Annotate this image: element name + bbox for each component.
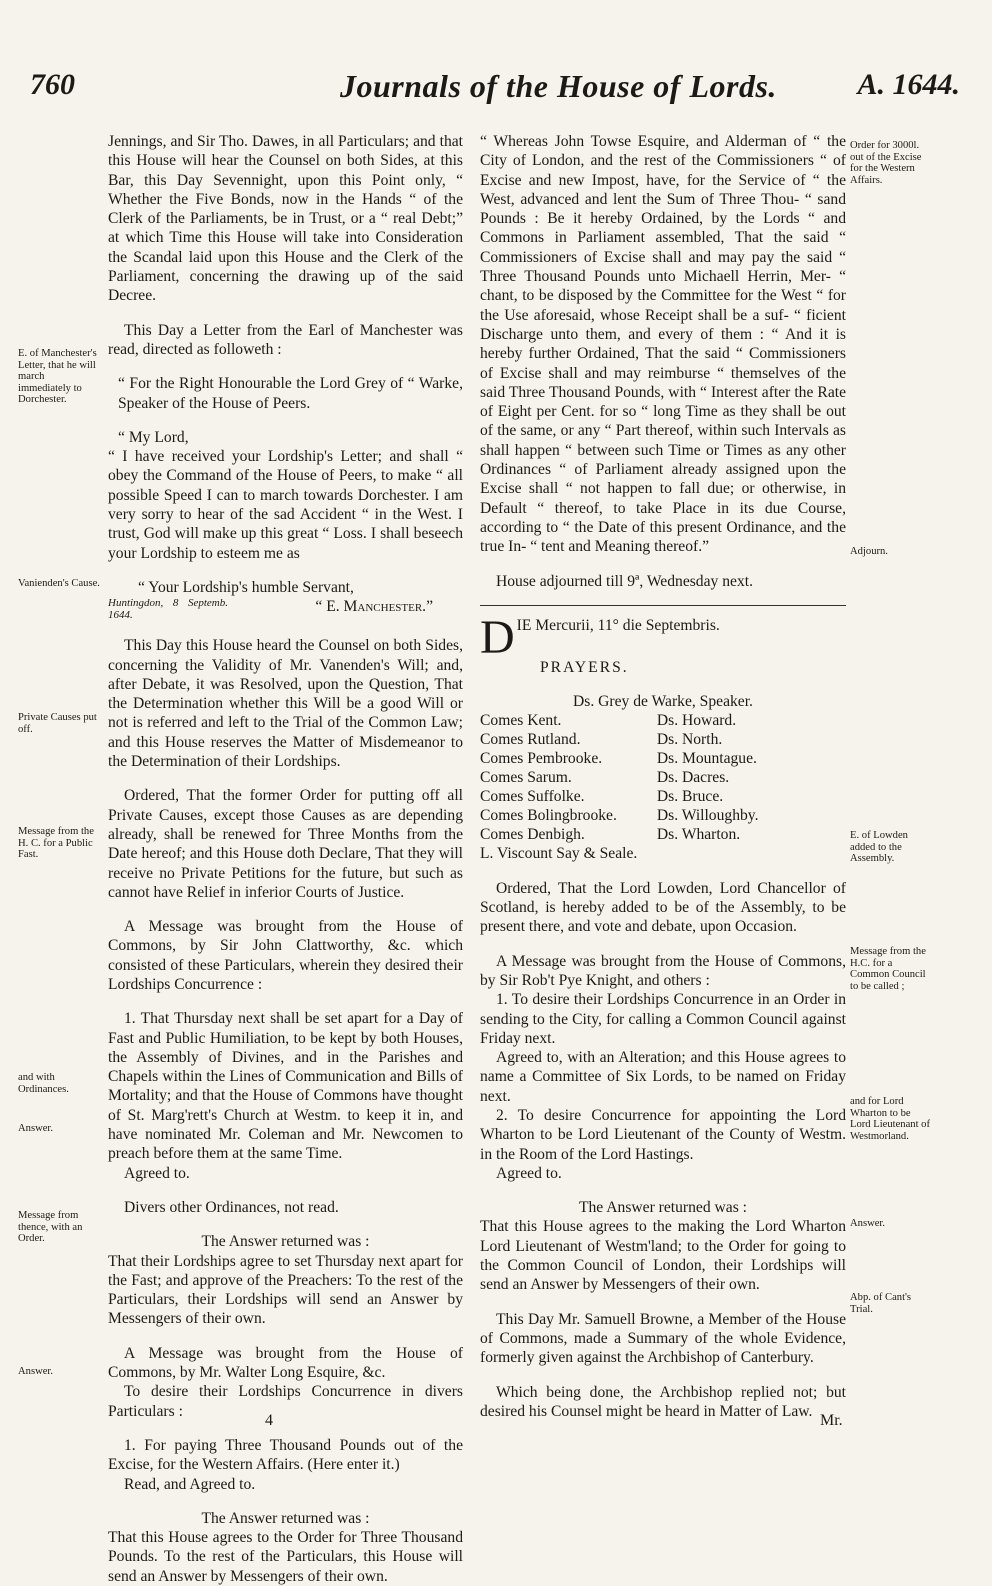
ordinance-text: “ Whereas John Towse Esquire, and Alderman of “ the City of London, and the rest of the Commissioners “ of Excise and new Impost, have, for the Service of “ the West, advanced and lent the Sum of Three Thou- “ sand Pounds : Be it hereby Ordained, by the Lords “ and Commons in Parliament assembled, That the said “ Commissioners of Excise shall and may pay the said “ Three Thousand Pounds unto Michaell Herrin, Mer- “ chant, to be disposed by the Committee for the West “ for the Use aforesaid, whose Receipt shall be a suf- “ ficient Discharge unto them, and every of them : “ And it is hereby further Ordained, That the said “ Commissioners of Excise shall and may reimburse “ themselves of the said Three Thousand Pounds, with “ Interest after the Rate of Eight per Cent. for so “ long Time as they shall be out of the same, or any “ Part thereof, within such Intervals as shall happen “ between such Time or Times as any other Ordinances “ of Parliament already assigned upon the Excise shall “ not happen to fall due; or otherwise, in Default “ thereof, to take Place in its due Course, according to “ the Date of this present Ordinance, and the true In- “ tent and Meaning thereof.” — [480, 133, 846, 556]
attendee: Ds. Wharton. — [656, 826, 741, 844]
margin-note: Answer. — [850, 1218, 886, 1229]
attendance-comes — [480, 711, 617, 844]
attendee: Comes Pembrooke. — [480, 750, 603, 768]
paragraph: Jennings, and Sir Tho. Dawes, in all Particulars; and that this House will hear the Counsel on both Sides, at this Bar, this Day Sevennight, upon this Point only, “ Whether the Five Bonds, now in the Hands “ of the Clerk of the Parliaments, be in Trust, or a “ real Debt;” at which Time this House will take into Consideration the Scandal laid upon this House and the Clerk of the Parliament, concerning the drawing up of the said Decree. — [108, 133, 463, 305]
attendance-list — [480, 711, 846, 844]
margin-note: Answer. — [18, 1366, 54, 1377]
margin-note: Order for 3000l. out of the Excise for the Western Affairs. — [850, 140, 922, 186]
attendee: Ds. Willoughby. — [656, 807, 759, 825]
prayers-heading: PRAYERS. — [540, 658, 629, 676]
paragraph: 2. To desire Concurrence for appointing the Lord Wharton to be Lord Lieutenant of the County of Westm. in the Room of the Lord Hastings. — [480, 1106, 846, 1163]
paragraph: 1. That Thursday next shall be set apart for a Day of Fast and Public Humiliation, to be kept by both Houses, the Assembly of Divines, and in the Parishes and Chapels within the Lines of Communication and Bills of Mortality; and that the House of Commons have thought of St. Marg'rett's Church at Westm. to keep it in, and have nominated Mr. Coleman and Mr. Newcomen to preach before them at the same Time. — [108, 1010, 463, 1163]
margin-note: Message from the H. C. for a Public Fast. — [18, 826, 94, 860]
day-heading-text: IE Mercurii, 11° die Septembris. — [516, 616, 720, 634]
letter-salutation: “ My Lord, — [118, 428, 189, 446]
paragraph: A Message was brought from the House of Commons, by Sir John Clattworthy, &c. which consisted of these Particulars, wherein they desired their Lordships Concurrence : — [108, 918, 463, 993]
paragraph: That this House agrees to the making the Lord Wharton Lord Lieutenant of Westm'land; to the Order for going to the Common Council of London, their Lordships will send an Answer by Messengers of their own. — [480, 1218, 846, 1294]
left-column — [108, 132, 463, 1586]
margin-note: and with Ordinances. — [18, 1072, 69, 1095]
catchword: Mr. — [820, 1412, 843, 1429]
margin-note: and for Lord Wharton to be Lord Lieutenant of Westmorland. — [850, 1096, 931, 1142]
letter-footer — [108, 597, 463, 621]
attendee: Comes Kent. — [480, 712, 562, 730]
paragraph: Divers other Ordinances, not read. — [124, 1198, 339, 1216]
letter-signature: “ E. Manchester.” — [315, 598, 433, 616]
page-year: A. 1644. — [857, 68, 960, 101]
paragraph: 1. To desire their Lordships Concurrence in an Order in sending to the City, for calling a Common Council against Friday next. — [480, 991, 846, 1047]
paragraph: House adjourned till 9ª, Wednesday next. — [496, 572, 753, 590]
attendee: Ds. Dacres. — [656, 769, 730, 787]
paragraph: Agreed to, with an Alteration; and this House agrees to name a Committee of Six Lords, to be named on Friday next. — [480, 1049, 846, 1105]
attendance-domini — [657, 711, 759, 844]
day-heading — [480, 610, 846, 664]
signature-mark: 4 — [265, 1412, 273, 1429]
attendee: Comes Denbigh. — [480, 826, 585, 844]
paragraph: The Answer returned was : — [578, 1199, 747, 1217]
paragraph: Ordered, That the Lord Lowden, Lord Chancellor of Scotland, is hereby added to be of the Assembly, to be present there, and vote and debate, upon Occasion. — [480, 879, 846, 936]
paragraph: Agreed to. — [496, 1164, 562, 1182]
paragraph: To desire their Lordships Concurrence in divers Particulars : — [108, 1383, 463, 1420]
drop-cap: D — [480, 610, 515, 664]
margin-note: Abp. of Cant's Trial. — [850, 1292, 912, 1315]
attendee: L. Viscount Say & Seale. — [480, 845, 638, 863]
paragraph: Read, and Agreed to. — [124, 1475, 256, 1493]
attendee: Comes Bolingbrooke. — [480, 807, 617, 825]
page-header — [30, 68, 960, 118]
paragraph: Which being done, the Archbishop replied not; but desired his Counsel might be heard in Matter of Law. — [480, 1383, 846, 1420]
paragraph: The Answer returned was : — [201, 1233, 370, 1251]
speaker-line: Ds. Grey de Warke, Speaker. — [573, 693, 753, 711]
paragraph: This Day a Letter from the Earl of Manchester was read, directed as followeth : — [108, 321, 463, 358]
paragraph: A Message was brought from the House of Commons, by Sir Rob't Pye Knight, and others : — [480, 952, 846, 989]
paragraph: 1. For paying Three Thousand Pounds out of the Excise, for the Western Affairs. (Here enter it.) — [108, 1436, 463, 1474]
letter-closing: “ Your Lordship's humble Servant, — [138, 578, 354, 596]
attendee: Ds. Howard. — [656, 712, 737, 730]
paragraph: A Message was brought from the House of Commons, by Mr. Walter Long Esquire, &c. — [108, 1344, 463, 1382]
paragraph: The Answer returned was : — [201, 1509, 370, 1527]
margin-note: Private Causes put off. — [18, 712, 97, 735]
attendee: Comes Suffolke. — [480, 788, 585, 806]
attendee: Ds. North. — [656, 731, 723, 749]
section-divider — [480, 605, 846, 606]
margin-note: E. of Lowden added to the Assembly. — [850, 830, 908, 864]
paragraph: Ordered, That the former Order for putting off all Private Causes, except those Causes as are depending already, shall be renewed for Three Months from the Date hereof; and this House doth Declare, That they will receive no Private Petitions for the future, but such as cannot have Relief in inferior Courts of Justice. — [108, 787, 463, 901]
letter-body: “ I have received your Lordship's Letter; and shall “ obey the Command of the House of Peers, to make “ all possible Speed I can to march towards Dorchester. I am very sorry to hear of the sad Accident “ in the West. I trust, God will make up this great “ Loss. I shall beseech your Lordship to esteem me as — [108, 448, 463, 562]
page-number: 760 — [30, 68, 75, 101]
margin-note: Vanienden's Cause. — [18, 578, 100, 589]
margin-note: Answer. — [18, 1123, 54, 1134]
paragraph: Agreed to. — [124, 1164, 190, 1182]
letter-address: “ For the Right Honourable the Lord Grey of “ Warke, Speaker of the House of Peers. — [118, 375, 463, 412]
attendee: Comes Rutland. — [480, 731, 581, 749]
attendee: Ds. Mountague. — [656, 750, 757, 768]
paragraph: This Day this House heard the Counsel on both Sides, concerning the Validity of Mr. Vanenden's Will; and, after Debate, it was Resolved, upon the Question, That the Determination whether this Will be a good Will or not is referred and left to the Trial of the Common Law; and this House reserves the Matter of Misdemeanor to the Determination of their Lordships. — [108, 637, 463, 771]
running-title: Journals of the House of Lords. — [340, 68, 777, 104]
margin-note: Message from thence, with an Order. — [18, 1210, 83, 1244]
margin-note: Message from the H.C. for a Common Council to be called ; — [850, 946, 926, 992]
paragraph: That this House agrees to the Order for Three Thousand Pounds. To the rest of the Particulars, this House will send an Answer by Messengers of their own. — [108, 1529, 463, 1585]
margin-note: Adjourn. — [850, 546, 888, 557]
paragraph: That their Lordships agree to set Thursday next apart for the Fast; and approve of the Preachers: To the rest of the Particulars, their Lordships will send an Answer by Messengers of their own. — [108, 1252, 463, 1328]
paragraph: This Day Mr. Samuell Browne, a Member of the House of Commons, made a Summary of the whole Evidence, formerly given against the Archbishop of Canterbury. — [480, 1310, 846, 1367]
right-column — [480, 132, 846, 1421]
margin-note: E. of Manchester's Letter, that he will march immediately to Dorchester. — [18, 348, 97, 405]
attendee: Ds. Bruce. — [656, 788, 724, 806]
attendee: Comes Sarum. — [480, 769, 572, 787]
letter-dateline: Huntingdon, 8 Septemb. 1644. — [108, 597, 228, 622]
